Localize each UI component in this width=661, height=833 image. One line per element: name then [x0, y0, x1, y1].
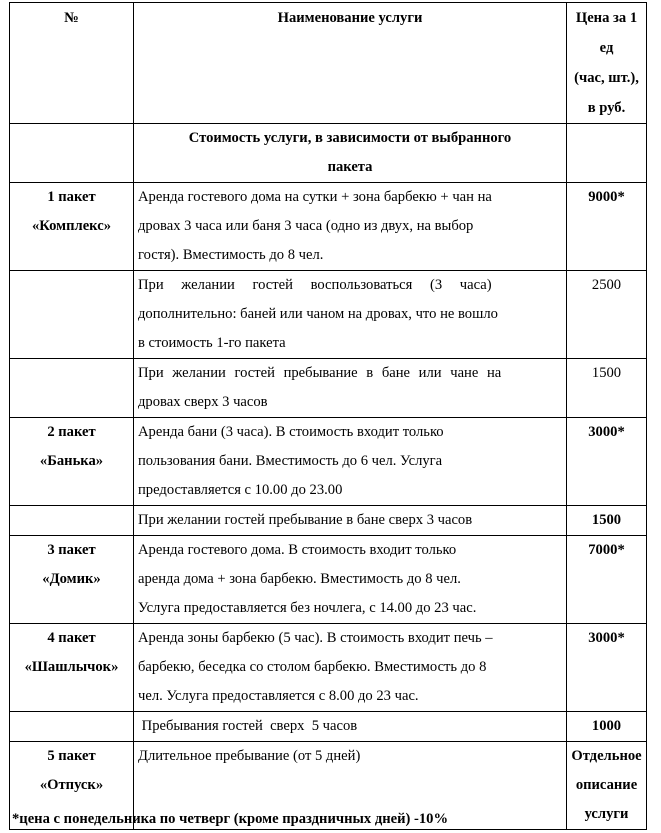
package-name: 3 пакет «Домик»: [10, 536, 134, 624]
table-row: [10, 359, 647, 418]
service-description: Аренда зоны барбекю (5 час). В стоимость входит печь – барбекю, беседка со столом барбекю. Вместимость до 8 чел. Услуга предоставляется с 8.00 до 23 час.: [134, 624, 567, 712]
footnote: *цена с понедельника по четверг (кроме праздничных дней) -10%: [12, 811, 449, 827]
service-description: Аренда гостевого дома на сутки + зона барбекю + чан на дровах 3 часа или баня 3 часа (одно из двух, на выбор гостя). Вместимость до 8 чел.: [134, 183, 567, 271]
header-number: №: [10, 3, 134, 124]
price-value: 7000*: [567, 536, 647, 624]
service-description: Аренда бани (3 часа). В стоимость входит только пользования бани. Вместимость до 6 чел. Услуга предоставляется с 10.00 до 23.00: [134, 418, 567, 506]
price-value: 1000: [567, 712, 647, 742]
service-description: При желании гостей пребывание в бане сверх 3 часов: [134, 506, 567, 536]
header-price: Цена за 1 ед (час, шт.), в руб.: [567, 3, 647, 124]
package-name: 5 пакет «Отпуск»: [10, 742, 134, 830]
price-value: 1500: [567, 359, 647, 418]
price-value: 3000*: [567, 418, 647, 506]
price-table: [9, 2, 647, 830]
price-value: 1500: [567, 506, 647, 536]
table-row: [10, 506, 647, 536]
table-row: [10, 712, 647, 742]
price-value: 9000*: [567, 183, 647, 271]
service-description: Пребывания гостей сверх 5 часов: [134, 712, 567, 742]
empty-cell: [10, 271, 134, 359]
service-description: При желании гостей воспользоваться (3 часа) дополнительно: баней или чаном на дровах, что не вошло в стоимость 1-го пакета: [134, 271, 567, 359]
empty-cell: [10, 712, 134, 742]
empty-cell: [567, 124, 647, 183]
subheader-text: Стоимость услуги, в зависимости от выбранного пакета: [134, 124, 567, 183]
table-row: [10, 183, 647, 271]
table-row: [10, 271, 647, 359]
package-name: 4 пакет «Шашлычок»: [10, 624, 134, 712]
table-header-row: [10, 3, 647, 124]
subheader-row: [10, 124, 647, 183]
service-description: Аренда гостевого дома. В стоимость входит только аренда дома + зона барбекю. Вместимость до 8 чел. Услуга предоставляется без ночлега, с 14.00 до 23 час.: [134, 536, 567, 624]
empty-cell: [10, 506, 134, 536]
table-row: [10, 624, 647, 712]
service-description: Длительное пребывание (от 5 дней): [134, 742, 567, 830]
price-value: Отдельное описание услуги: [567, 742, 647, 830]
empty-cell: [10, 359, 134, 418]
empty-cell: [10, 124, 134, 183]
price-value: 2500: [567, 271, 647, 359]
price-value: 3000*: [567, 624, 647, 712]
service-description: При желании гостей пребывание в бане или чане на дровах сверх 3 часов: [134, 359, 567, 418]
header-service-name: Наименование услуги: [134, 3, 567, 124]
table-row: [10, 418, 647, 506]
package-name: 1 пакет «Комплекс»: [10, 183, 134, 271]
package-name: 2 пакет «Банька»: [10, 418, 134, 506]
table-row: [10, 536, 647, 624]
